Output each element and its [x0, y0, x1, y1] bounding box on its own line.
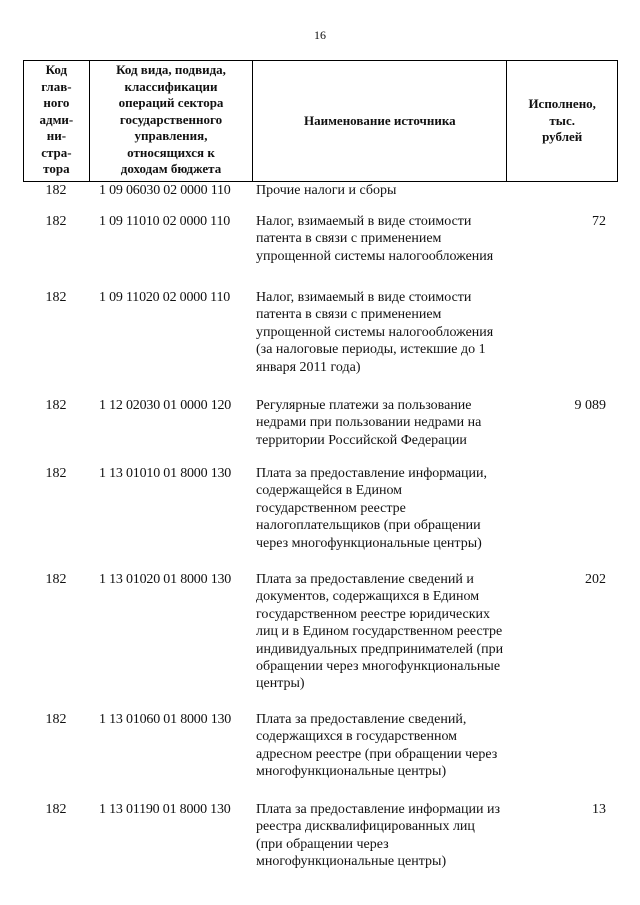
executed-amount: 202: [585, 572, 606, 587]
classification-code: 1 09 06030 02 0000 110: [99, 183, 231, 198]
admin-code: 182: [45, 183, 67, 198]
table-row: [23, 711, 618, 801]
page-number: 16: [314, 28, 326, 42]
classification-code: 1 13 01010 01 8000 130: [99, 466, 232, 481]
source-name: Плата за предоставление информации, содержащейся в Едином государственном реестре налогоплательщиков (при обращении через многофункциональные центры): [256, 466, 488, 551]
executed-amount: 13: [592, 802, 606, 817]
source-name: Плата за предоставление сведений, содержащихся в государственном адресном реестре (при обращении через многофункциональные центры): [256, 712, 498, 780]
executed-amount: [508, 711, 618, 801]
source-name: Прочие налоги и сборы: [256, 183, 397, 198]
header-classification-code: Код вида, подвида, классификации операций сектора государственного управления, относящихся к доходам бюджета: [90, 61, 253, 181]
revenue-table: [23, 60, 618, 873]
source-name: Налог, взимаемый в виде стоимости патента в связи с применением упрощенной системы налогообложения: [256, 214, 494, 264]
header-source-name: Наименование источника: [253, 61, 507, 181]
table-row: [23, 203, 618, 289]
classification-code: 1 13 01060 01 8000 130: [99, 712, 232, 727]
admin-code: 182: [45, 802, 67, 817]
classification-code: 1 13 01190 01 8000 130: [99, 802, 231, 817]
source-name: Плата за предоставление сведений и документов, содержащихся в Едином государственном реестре юридических лиц и в Едином государственном реестре индивидуальных предпринимателей (при обращении через многофункциональные центры): [256, 572, 504, 692]
table-row: [23, 289, 618, 397]
executed-amount: [508, 182, 618, 203]
executed-amount: 72: [592, 214, 606, 229]
table-header: [23, 60, 618, 182]
classification-code: 1 09 11020 02 0000 110: [99, 290, 231, 305]
executed-amount: [508, 289, 618, 397]
admin-code: 182: [45, 466, 67, 481]
admin-code: 182: [45, 214, 67, 229]
source-name: Плата за предоставление информации из реестра дисквалифицированных лиц (при обращении через многофункциональные центры): [256, 802, 501, 870]
header-admin-code: Код глав- ного адми- ни- стра- тора: [24, 61, 90, 181]
classification-code: 1 13 01020 01 8000 130: [99, 572, 232, 587]
table-row: [23, 465, 618, 571]
header-executed-amount: Исполнено, тыс. рублей: [528, 96, 596, 145]
executed-amount: [508, 465, 618, 571]
table-row: [23, 182, 618, 203]
classification-code: 1 12 02030 01 0000 120: [99, 398, 232, 413]
table-row: [23, 397, 618, 465]
source-name: Налог, взимаемый в виде стоимости патента в связи с применением упрощенной системы налогообложения (за налоговые периоды, истекшие до 1 января 2011 года): [256, 290, 494, 375]
classification-code: 1 09 11010 02 0000 110: [99, 214, 231, 229]
admin-code: 182: [45, 712, 67, 727]
admin-code: 182: [45, 290, 67, 305]
executed-amount: 9 089: [574, 398, 606, 413]
table-row: [23, 571, 618, 711]
admin-code: 182: [45, 572, 67, 587]
admin-code: 182: [45, 398, 67, 413]
source-name: Регулярные платежи за пользование недрами при пользовании недрами на территории Российской Федерации: [256, 398, 482, 448]
table-row: [23, 801, 618, 873]
